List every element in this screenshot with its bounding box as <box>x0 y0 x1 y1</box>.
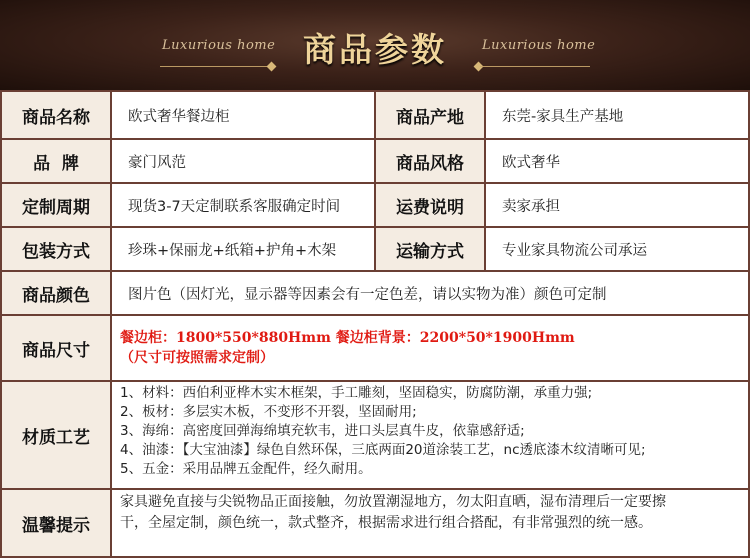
label-brand: 品 牌 <box>0 140 112 184</box>
value-customization-period: 现货3-7天定制联系客服确定时间 <box>112 184 376 228</box>
material-line-2: 2、板材：多层实木板，不变形不开裂，坚固耐用; <box>120 404 417 420</box>
label-color: 商品颜色 <box>0 272 112 316</box>
value-brand: 豪门风范 <box>112 140 376 184</box>
value-shipping-fee: 卖家承担 <box>486 184 750 228</box>
label-customization-period: 定制周期 <box>0 184 112 228</box>
label-origin: 商品产地 <box>376 90 486 140</box>
material-line-5: 5、五金：采用品牌五金配件，经久耐用。 <box>120 461 372 477</box>
label-packing: 包装方式 <box>0 228 112 272</box>
value-packing: 珍珠+保丽龙+纸箱+护角+木架 <box>112 228 376 272</box>
label-size: 商品尺寸 <box>0 316 112 382</box>
size-dimensions: 餐边柜：1800*550*880Hmm 餐边柜背景：2200*50*1900Hmm <box>120 330 575 346</box>
label-tips: 温馨提示 <box>0 490 112 558</box>
size-custom-note: （尺寸可按照需求定制） <box>120 350 274 366</box>
page-title: 商品参数 <box>303 30 447 69</box>
label-transport: 运输方式 <box>376 228 486 272</box>
label-material: 材质工艺 <box>0 382 112 490</box>
label-product-name: 商品名称 <box>0 90 112 140</box>
parameters-table <box>0 90 750 558</box>
banner-rule-left <box>160 66 270 67</box>
value-origin: 东莞-家具生产基地 <box>486 90 750 140</box>
label-style: 商品风格 <box>376 140 486 184</box>
value-product-name: 欧式奢华餐边柜 <box>112 90 376 140</box>
tips-line-2: 干，全屋定制，颜色统一，款式整齐，根据需求进行组合搭配，有非常强烈的统一感。 <box>120 515 652 531</box>
material-line-3: 3、海绵：高密度回弹海绵填充软韦，进口头层真牛皮，依靠感舒适; <box>120 423 525 439</box>
value-color: 图片色（因灯光，显示器等因素会有一定色差，请以实物为准）颜色可定制 <box>112 272 750 316</box>
banner-script-left: Luxurious home <box>162 38 276 53</box>
material-line-4: 4、油漆：【大宝油漆】绿色自然环保，三底两面20道涂装工艺，nc透底漆木纹清晰可见; <box>120 442 646 458</box>
header-banner <box>0 0 750 90</box>
label-shipping-fee: 运费说明 <box>376 184 486 228</box>
value-style: 欧式奢华 <box>486 140 750 184</box>
value-transport: 专业家具物流公司承运 <box>486 228 750 272</box>
material-line-1: 1、材料：西伯利亚桦木实木框架，手工雕刻，坚固稳实，防腐防潮，承重力强; <box>120 385 593 401</box>
banner-rule-right <box>480 66 590 67</box>
value-material <box>112 382 750 490</box>
value-tips <box>112 490 750 558</box>
tips-line-1: 家具避免直接与尖锐物品正面接触，勿放置潮湿地方，勿太阳直晒，湿布清理后一定要擦 <box>120 494 666 510</box>
value-size <box>112 316 750 382</box>
banner-script-right: Luxurious home <box>482 38 596 53</box>
